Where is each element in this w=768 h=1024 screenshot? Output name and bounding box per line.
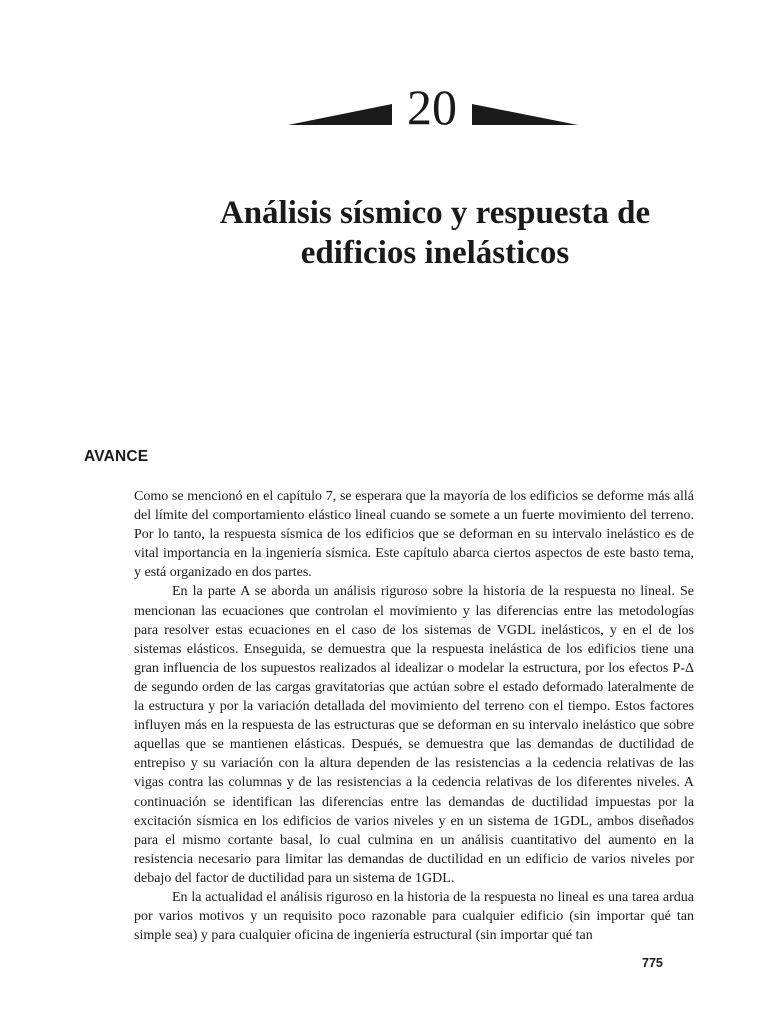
page-number: 775 bbox=[642, 956, 663, 970]
chapter-number: 20 bbox=[407, 79, 457, 135]
chapter-heading bbox=[288, 79, 578, 135]
body-text bbox=[134, 487, 694, 945]
paragraph: Como se mencionó en el capítulo 7, se esperara que la mayoría de los edificios se deforme más allá del límite del comportamiento elástico lineal cuando se somete a un fuerte movimiento del terreno. Por lo tanto, la respuesta sísmica de los edificios que se deforman en su intervalo inelástico es de vital importancia en la ingeniería sísmica. Este capítulo abarca ciertos aspectos de este basto tema, y está organizado en dos partes. bbox=[134, 489, 694, 581]
paragraph: En la parte A se aborda un análisis riguroso sobre la historia de la respuesta no lineal. Se mencionan las ecuaciones que controlan el movimiento y las diferencias entre las metodologías para resolver estas ecuaciones en el caso de los sistemas de VGDL inelásticos, y en el de los sistemas elásticos. Enseguida, se demuestra que la respuesta inelástica de los edificios tiene una gran influencia de los supuestos realizados al idealizar o modelar la estructura, por los efectos P-Δ de segundo orden de las cargas gravitatorias que actúan sobre el estado deformado lateralmente de la estructura y por la variación detallada del movimiento del terreno con el tiempo. Estos factores influyen más en la respuesta de las estructuras que se deforman en su intervalo inelástico que sobre aquellas que se mantienen elásticas. Después, se demuestra que las demandas de ductilidad de entrepiso y su variación con la altura dependen de las resistencias a la cedencia relativas de las vigas contra las columnas y de las resistencias a la cedencia relativas de los diferentes niveles. A continuación se identifican las diferencias entre las demandas de ductilidad impuestas por la excitación sísmica en los edificios de varios niveles y en un sistema de 1GDL, ambos diseñados para el mismo cortante basal, lo cual culmina en un análisis cuantitativo del aumento en la resistencia necesario para limitar las demandas de ductilidad en un edificio de varios niveles por debajo del factor de ductilidad para un sistema de 1GDL. bbox=[134, 584, 694, 886]
paragraph: En la actualidad el análisis riguroso en la historia de la respuesta no lineal es una tarea ardua por varios motivos y un requisito poco razonable para cualquier edificio (sin importar qué tan simple sea) y para cualquier oficina de ingeniería estructural (sin importar qué tan bbox=[134, 889, 694, 944]
section-heading: AVANCE bbox=[84, 448, 149, 465]
left-wedge-ornament bbox=[288, 104, 392, 126]
chapter-title: Análisis sísmico y respuesta de edificios inelásticos bbox=[219, 195, 651, 271]
right-wedge-ornament bbox=[472, 104, 578, 126]
